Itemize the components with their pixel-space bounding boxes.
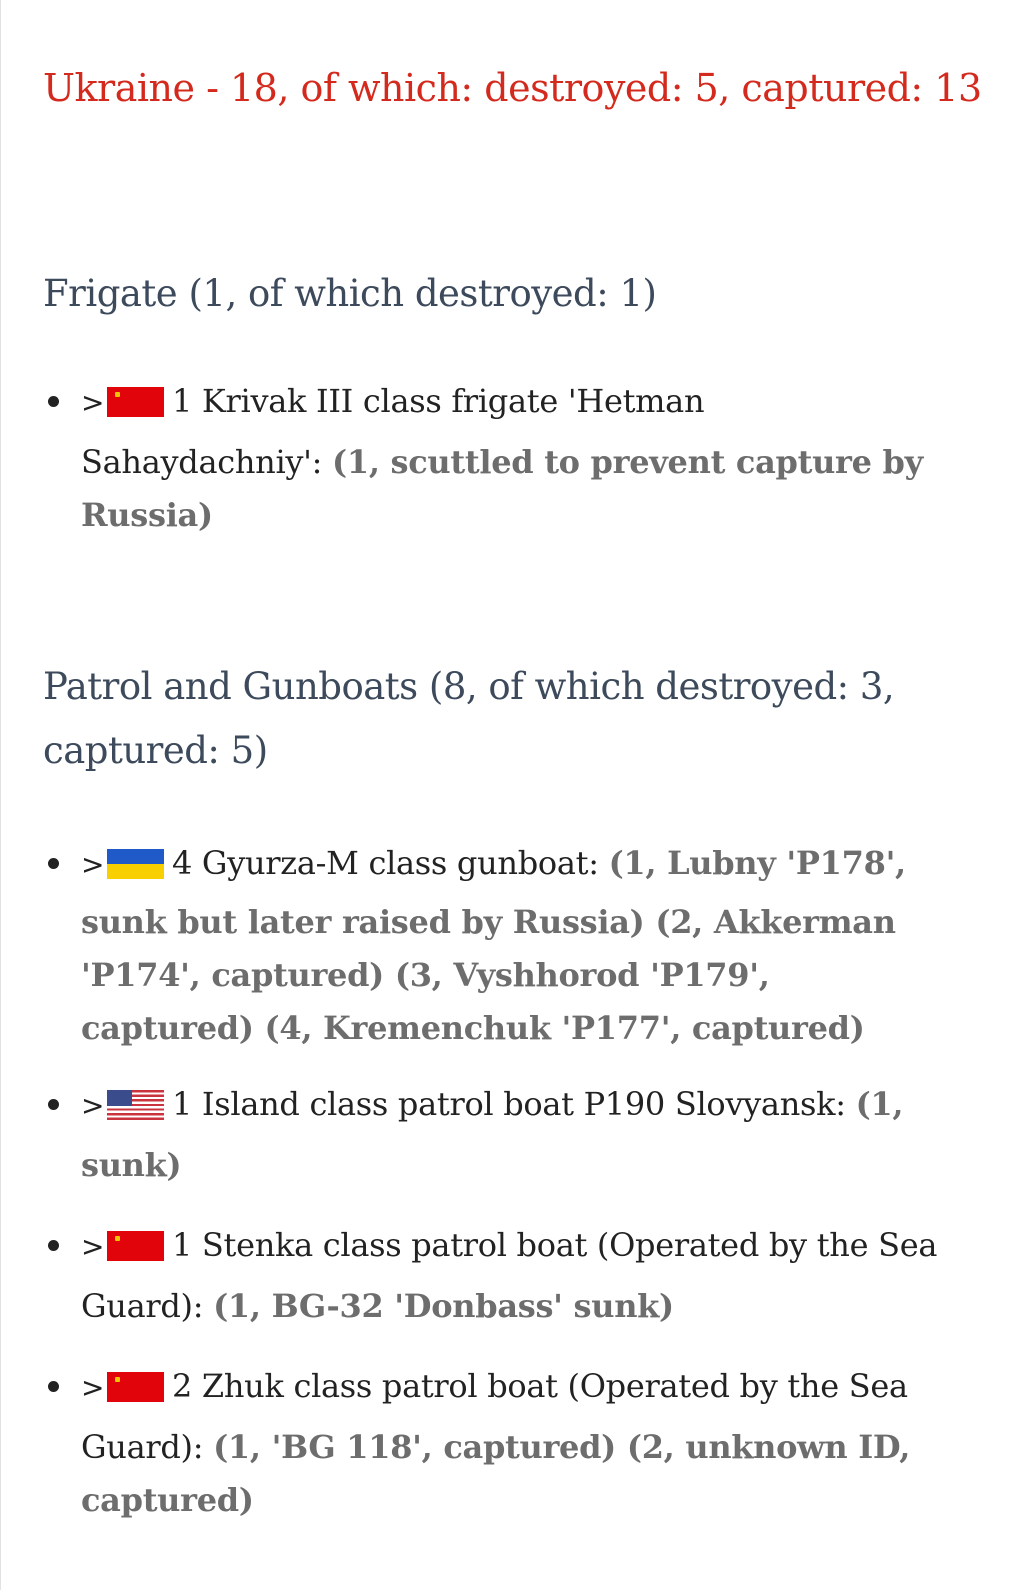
item-details: (1, 'BG 118', captured) (2, unknown ID, captured): [81, 1428, 911, 1519]
item-details-start: (1, Lubny 'P178',: [608, 844, 906, 882]
ukraine-flag-icon: [107, 849, 164, 879]
item-name: 1 Stenka class patrol boat (Operated by the Sea: [172, 1226, 938, 1264]
list-item: [43, 366, 943, 542]
chevron-right-icon: >: [81, 1089, 105, 1122]
item-details: sunk but later raised by Russia) (2, Akkerman 'P174', captured) (3, Vyshhorod 'P179', captured) (4, Kremenchuk 'P177', captured): [81, 903, 896, 1047]
bullet-icon: [48, 1099, 59, 1110]
ussr-flag-icon: [107, 387, 164, 417]
item-name-continued: Sahaydachniy':: [81, 443, 323, 481]
item-name: 1 Island class patrol boat P190 Slovyansk:: [172, 1085, 846, 1123]
list-item: [43, 1069, 943, 1192]
ussr-flag-icon: [107, 1231, 164, 1261]
item-name: 4 Gyurza-M class gunboat:: [172, 844, 599, 882]
bullet-icon: [48, 1240, 59, 1251]
bullet-icon: [48, 1381, 59, 1392]
chevron-right-icon: >: [81, 386, 105, 419]
item-details: (1, scuttled to prevent capture by Russia): [81, 443, 923, 534]
list-frigate: [43, 366, 943, 542]
chevron-right-icon: >: [81, 1230, 105, 1263]
chevron-right-icon: >: [81, 848, 105, 881]
item-details-start: (1,: [855, 1085, 904, 1123]
item-details: sunk): [81, 1146, 182, 1184]
chevron-right-icon: >: [81, 1371, 105, 1404]
section-title-frigate: Frigate (1, of which destroyed: 1): [43, 272, 657, 315]
bullet-icon: [48, 858, 59, 869]
item-details: (1, BG-32 'Donbass' sunk): [213, 1287, 674, 1325]
item-name: 1 Krivak III class frigate 'Hetman: [172, 382, 705, 420]
list-item: [43, 1351, 943, 1527]
usa-flag-icon: [107, 1090, 164, 1120]
ussr-flag-icon: [107, 1372, 164, 1402]
item-name-continued: Guard):: [81, 1428, 204, 1466]
item-name: 2 Zhuk class patrol boat (Operated by the Sea: [172, 1367, 908, 1405]
list-item: [43, 828, 943, 1055]
list-patrol-gunboats: [43, 828, 943, 1527]
bullet-icon: [48, 396, 59, 407]
main-title: Ukraine - 18, of which: destroyed: 5, captured: 13: [43, 66, 982, 110]
section-title-patrol-gunboats: Patrol and Gunboats (8, of which destroyed: 3, captured: 5): [43, 665, 895, 772]
item-name-continued: Guard):: [81, 1287, 204, 1325]
list-item: [43, 1210, 943, 1333]
